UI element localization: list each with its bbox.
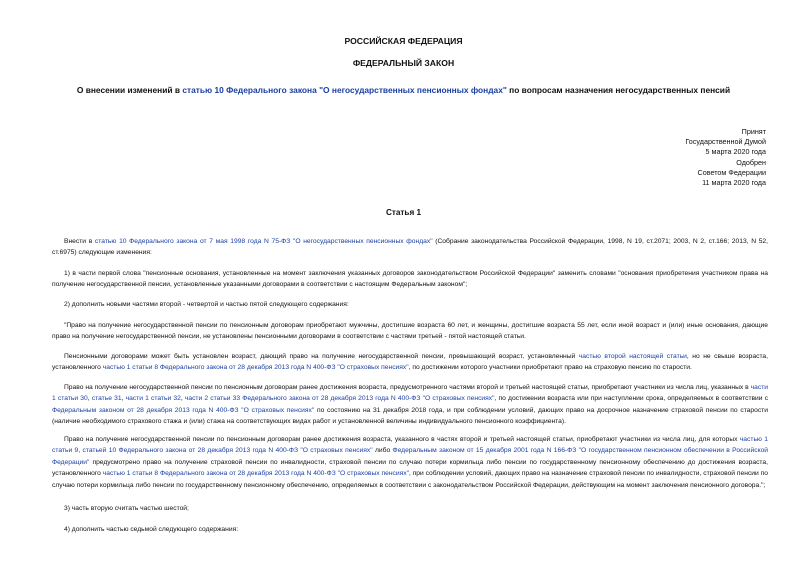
paragraph-quote-4 bbox=[52, 434, 768, 491]
text: Право на получение негосударственной пенсии по пенсионным договорам ранее достижения возраста, предусмотренного частями второй и третьей настоящей статьи, приобретают участники из числа лиц, указанных в bbox=[64, 384, 751, 391]
paragraph-quote-1: "Право на получение негосударственной пенсии по пенсионным договорам приобретают мужчины, достигшие возраста 60 лет, и женщины, достигшие возраста 55 лет, если иной возраст и (или) иные основания, дающие право на получение негосударственной пенсии, не установлены пенсионными договорами в соответствии с частями третьей - пятой настоящей статьи. bbox=[52, 322, 768, 341]
text: либо bbox=[372, 447, 393, 455]
text: по состоянию на 31 декабря 2018 года, и при соблюдении условий, дающих право на досрочное назначение страховой пенсии по старости (наличие необходимого страхового стажа и (или) стажа на соответствующих видах работ и установленной величины индивидуального пенсионного коэффициента). bbox=[52, 406, 768, 426]
law-link[interactable]: части 2 статьи 33 Федерального закона от 28 декабря 2013 года N 400-ФЗ "О страховых пенсиях" bbox=[184, 395, 495, 403]
adoption-line: Одобрен bbox=[736, 157, 766, 167]
adoption-block bbox=[685, 127, 766, 188]
text: (Собрание законодательства Российской Федерации, 1998, N 19, ст.2071; 2003, N 2, ст.166; 2013, N 52, ст.6975) следующие изменения: bbox=[52, 238, 768, 257]
adoption-line: 5 марта 2020 года bbox=[705, 147, 766, 157]
text: , но не свыше возраста, установленного bbox=[52, 353, 769, 372]
paragraph-item-1: 1) в части первой слова "пенсионные основания, установленные на момент заключения указанных договоров законодательством Российской Федерации" заменить словами "основания приобретения участником права на получение негосударственной пенсии, установленные указанными договорами в соответствии с настоящим Федеральным законом"; bbox=[52, 270, 768, 289]
law-link[interactable]: части 1 статьи 32 bbox=[125, 395, 181, 403]
text: , по достижении возраста или при наступлении срока, определяемых в соответствии с bbox=[494, 395, 769, 403]
country-heading: РОССИЙСКАЯ ФЕДЕРАЦИЯ bbox=[344, 36, 463, 46]
text: предусмотрено право на получение страховой пенсии по инвалидности, страховой пенсии по случаю потери кормильца либо пенсии по государственному пенсионному обеспечению до достижения возраста, установленного bbox=[52, 458, 768, 478]
law-title-link[interactable]: статью 10 Федерального закона "О негосударственных пенсионных фондах" bbox=[182, 85, 507, 95]
law-title bbox=[0, 85, 807, 95]
paragraph-intro bbox=[52, 236, 768, 259]
adoption-line: Принят bbox=[741, 127, 766, 136]
article-heading: Статья 1 bbox=[385, 208, 422, 217]
text: , bbox=[87, 395, 92, 403]
law-type-heading: ФЕДЕРАЛЬНЫЙ ЗАКОН bbox=[352, 58, 455, 68]
law-link[interactable]: статью 10 Федерального закона от 7 мая 1998 года N 75-ФЗ "О негосударственных пенсионных фондах" bbox=[94, 238, 433, 245]
adoption-line: Государственной Думой bbox=[685, 137, 766, 147]
law-link[interactable]: частью 1 статьи 9 bbox=[52, 436, 768, 455]
law-link[interactable]: части 1 статьи 30 bbox=[52, 384, 768, 403]
text: Внести в bbox=[64, 238, 95, 245]
paragraph-quote-3 bbox=[52, 382, 768, 428]
law-link[interactable]: статьей 10 Федерального закона от 28 декабря 2013 года N 400-ФЗ "О страховых пенсиях" bbox=[82, 447, 373, 455]
paragraph-item-4: 4) дополнить частью седьмой следующего содержания: bbox=[64, 526, 239, 533]
text: , bbox=[121, 395, 126, 403]
paragraph-item-2: 2) дополнить новыми частями второй - четвертой и частью пятой следующего содержания: bbox=[64, 301, 349, 308]
law-link[interactable]: Федеральным законом от 28 декабря 2013 года N 400-ФЗ "О страховых пенсиях" bbox=[52, 406, 315, 414]
law-link[interactable]: статье 31 bbox=[91, 395, 122, 403]
text: Право на получение негосударственной пенсии по пенсионным договорам ранее достижения возраста, указанного в частях второй и третьей настоящей статьи, приобретают участники из числа лиц, для которых bbox=[64, 436, 740, 443]
law-link[interactable]: Федеральным законом от 15 декабря 2001 года N 166-ФЗ "О государственном пенсионном обеспечении в Российской Федерации" bbox=[52, 447, 769, 466]
adoption-line: 11 марта 2020 года bbox=[702, 178, 766, 188]
law-link[interactable]: частью второй настоящей статьи bbox=[578, 353, 687, 360]
adoption-line: Советом Федерации bbox=[697, 167, 766, 177]
text: , bbox=[180, 395, 185, 403]
text: , по достижении которого участники приобретают право на страховую пенсию по старости. bbox=[408, 364, 692, 372]
text: , bbox=[78, 447, 83, 455]
law-link[interactable]: частью 1 статьи 8 Федерального закона от 28 декабря 2013 года N 400-ФЗ "О страховых пенсиях" bbox=[102, 470, 409, 478]
paragraph-item-3: 3) часть вторую считать частью шестой; bbox=[64, 505, 189, 512]
text: , при соблюдении условий, дающих право на назначение страховой пенсии по инвалидности, страховой пенсии по случаю потери кормильца либо пенсии по государственному пенсионному обеспечению, определяемых в соответствии с законодательством Российской Федерации, действующим на момент заключения пенсионного договора."; bbox=[52, 470, 768, 489]
text: Пенсионными договорами может быть установлен возраст, дающий право на получение негосударственной пенсии, превышающий возраст, установленный bbox=[64, 353, 579, 360]
law-title-text: О внесении изменений в bbox=[76, 85, 183, 95]
law-title-text-end: по вопросам назначения негосударственных пенсий bbox=[506, 85, 731, 95]
paragraph-quote-2 bbox=[52, 351, 768, 374]
law-link[interactable]: частью 1 статьи 8 Федерального закона от 28 декабря 2013 года N 400-ФЗ "О страховых пенсиях" bbox=[102, 364, 409, 372]
